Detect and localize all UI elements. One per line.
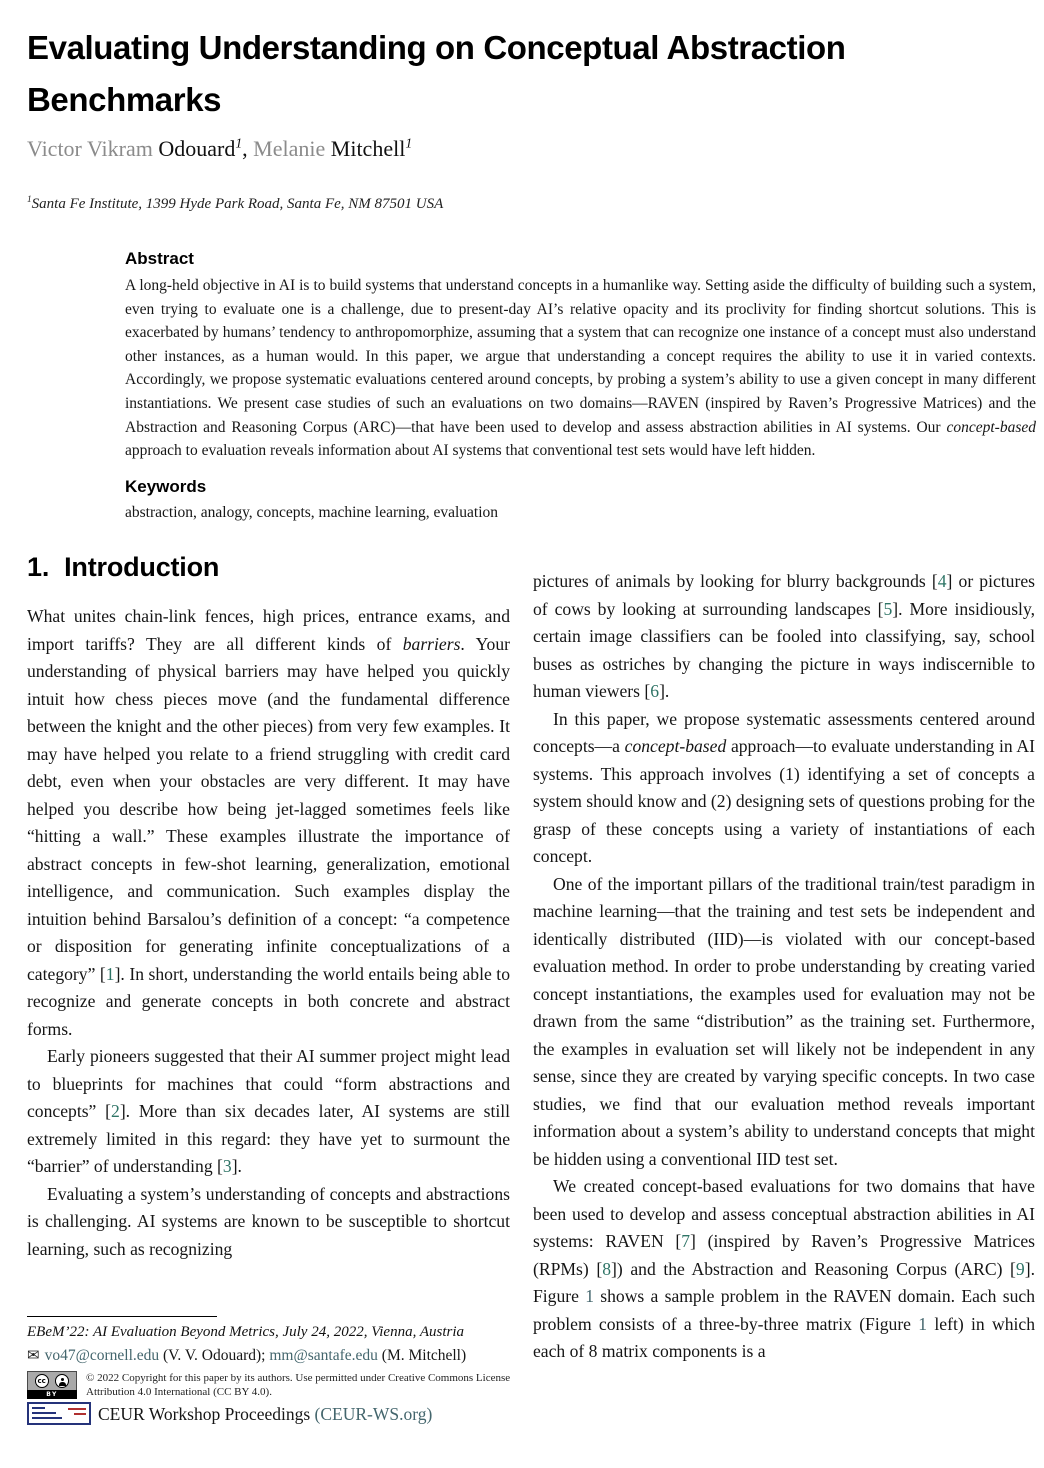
citation-link[interactable]: 6 xyxy=(650,681,660,701)
ceur-logo[interactable] xyxy=(27,1402,91,1425)
ceur-proceedings-line xyxy=(98,1403,432,1425)
citation-link[interactable]: 8 xyxy=(602,1258,611,1279)
hyperlink[interactable]: 1 xyxy=(585,1286,594,1306)
paragraph: We created concept-based evaluations for two domains that have been used to develop and assess conceptual abstraction abilities in AI systems: RAVEN [7] (inspired by Raven’s Progressive Matrices (RPMs) [8]) and the Abstraction and Reasoning Corpus (ARC) [9]. Figure 1 shows a sample problem in the RAVEN domain. Each such problem consists of a three-by-three matrix (Figure 1 left) in which each of 8 matrix components is a xyxy=(533,1176,1035,1361)
contact-emails xyxy=(45,1347,467,1364)
text-segment: (M. Mitchell) xyxy=(377,1347,467,1364)
cc-by-badge-top xyxy=(27,1371,77,1390)
text-segment: Mitchell xyxy=(330,136,406,161)
hyperlink[interactable]: 1 xyxy=(918,1313,928,1334)
by-icon: BY xyxy=(27,1390,77,1399)
section-heading-introduction xyxy=(27,552,510,582)
paper-title: Evaluating Understanding on Conceptual Abstraction Benchmarks xyxy=(27,29,846,118)
citation-link[interactable]: 5 xyxy=(883,598,893,619)
hyperlink[interactable]: (CEUR-WS.org) xyxy=(314,1403,433,1424)
hyperlink[interactable]: mm@santafe.edu xyxy=(269,1347,378,1364)
keywords-heading: Keywords xyxy=(125,477,207,496)
text-segment: barriers xyxy=(402,633,461,654)
text-segment: concept-based xyxy=(624,736,727,756)
paragraph: Evaluating a system’s understanding of concepts and abstractions is challenging. AI systems are known to be susceptible to shortcut learning, such as recognizing xyxy=(27,1183,510,1259)
text-segment: , xyxy=(242,136,254,161)
abstract-heading: Abstract xyxy=(125,249,194,268)
copyright-row xyxy=(27,1371,514,1399)
citation-link[interactable]: 3 xyxy=(222,1156,232,1176)
text-segment: Victor Vikram xyxy=(27,136,159,161)
conference-note: EBeM’22: AI Evaluation Beyond Metrics, July 24, 2022, Vienna, Austria xyxy=(27,1324,464,1340)
superscript: 1 xyxy=(235,135,243,151)
abstract-body: A long-held objective in AI is to build systems that understand concepts in a humanlike way. Setting aside the difficulty of building such a system, even trying to evaluate one is a challenge, due to present-day AI’s relative opacity and its proclivity for finding shortcut solutions. This is exacerbated by humans’ tendency to anthropomorphize, assuming that a system that can recognize one instance of a concept must also understand other instances, as a human would. In this paper, we argue that understanding a concept requires the ability to use it in varied contexts. Accordingly, we propose systematic evaluations centered around concepts, by probing a system’s ability to use a given concept in many different instantiations. We present case studies of such an evaluations on two domains—RAVEN (inspired by Raven’s Progressive Matrices) and the Abstraction and Reasoning Corpus (ARC)—that have been used to develop and assess abstraction abilities in AI systems. Our concept-based approach to evaluation reveals information about AI systems that conventional test sets would have left hidden. xyxy=(125,277,1036,460)
footnote-block xyxy=(27,1316,514,1425)
contact-line xyxy=(27,1345,514,1367)
copyright-note: © 2022 Copyright for this paper by its authors. Use permitted under Creative Commons License Attribution 4.0 International (CC BY 4.0). xyxy=(86,1372,511,1398)
paragraph: One of the important pillars of the traditional train/test paradigm in machine learning—that the training and test sets be independent and identically distributed (IID)—is violated with our concept-based evaluation method. In order to probe understanding by creating varied concept instantiations, the examples used for evaluation may not be drawn from the same “distribution” as the training set. Furthermore, the examples in evaluation set will likely not be independent in any sense, since they are created by varying specific concepts. In two case studies, we find that our evaluation method reveals important information about a system’s ability to understand concepts that might be hidden using a conventional IID test set. xyxy=(533,873,1035,1169)
person-icon xyxy=(55,1374,69,1388)
cc-by-badge[interactable] xyxy=(27,1371,77,1399)
ceur-row xyxy=(27,1402,514,1425)
left-column xyxy=(27,552,510,1263)
citation-link[interactable]: 4 xyxy=(937,571,947,591)
right-column-text xyxy=(533,568,1035,1366)
section-number: 1. xyxy=(27,552,50,582)
cc-icon: cc xyxy=(35,1374,49,1388)
section-title: Introduction xyxy=(64,552,220,582)
superscript: 1 xyxy=(405,135,413,151)
affiliation-line xyxy=(27,196,927,213)
left-column-text xyxy=(27,603,510,1263)
text-segment: Santa Fe Institute, 1399 Hyde Park Road, Santa Fe, NM 87501 USA xyxy=(31,196,444,212)
keywords-list: abstraction, analogy, concepts, machine learning, evaluation xyxy=(125,504,499,521)
footnote-rule xyxy=(27,1316,217,1317)
text-segment: Melanie xyxy=(253,136,331,161)
abstract-section xyxy=(125,249,1036,463)
paragraph: What unites chain-link fences, high prices, entrance exams, and import tariffs? They are all different kinds of barriers. Your understanding of physical barriers may have helped you quickly intuit how chess pieces move (and the fundamental difference between the knight and the other pieces) from very few examples. It may have helped you relate to a friend struggling with credit card debt, even when your obstacles are very different. It may have helped you describe how being jet-lagged sometimes feels like “hitting a wall.” These examples illustrate the importance of abstract concepts in few-shot learning, generalization, emotional intelligence, and communication. Such examples display the intuition behind Barsalou’s definition of a concept: “a competence or disposition for generating infinite conceptualizations of a category” [1]. In short, understanding the world entails being able to recognize and generate concepts in both concrete and abstract forms. xyxy=(27,606,510,1039)
citation-link[interactable]: 9 xyxy=(1015,1258,1025,1279)
authors-line xyxy=(27,136,927,162)
citation-link[interactable]: 7 xyxy=(681,1231,691,1251)
text-segment: concept-based xyxy=(946,418,1036,436)
citation-link[interactable]: 2 xyxy=(111,1101,120,1121)
paragraph: Early pioneers suggested that their AI summer project might lead to blueprints for machines that could “form abstractions and concepts” [2]. More than six decades later, AI systems are still extremely limited in this regard: they have yet to surmount the “barrier” of understanding [3]. xyxy=(27,1046,510,1176)
envelope-icon: ✉ xyxy=(27,1348,40,1364)
text-segment: Odouard xyxy=(158,136,236,161)
hyperlink[interactable]: vo47@cornell.edu xyxy=(44,1347,160,1364)
citation-link[interactable]: 1 xyxy=(105,963,115,984)
superscript: 1 xyxy=(27,195,32,205)
paragraph: In this paper, we propose systematic assessments centered around concepts—a concept-based approach—to evaluate understanding in AI systems. This approach involves (1) identifying a set of concepts a system should know and (2) designing sets of questions probing for the grasp of these concepts using a variety of instantiations of each concept. xyxy=(533,708,1035,866)
keywords-section xyxy=(125,477,1036,524)
text-segment: CEUR Workshop Proceedings xyxy=(98,1403,315,1424)
right-column xyxy=(533,568,1035,1366)
paragraph: pictures of animals by looking for blurry backgrounds [4] or pictures of cows by looking at surrounding landscapes [5]. More insidiously, certain image classifiers can be fooled into classifying, say, school buses as ostriches by changing the picture in ways indiscernible to human viewers [6]. xyxy=(533,571,1035,701)
text-segment: (V. V. Odouard); xyxy=(159,1347,270,1364)
